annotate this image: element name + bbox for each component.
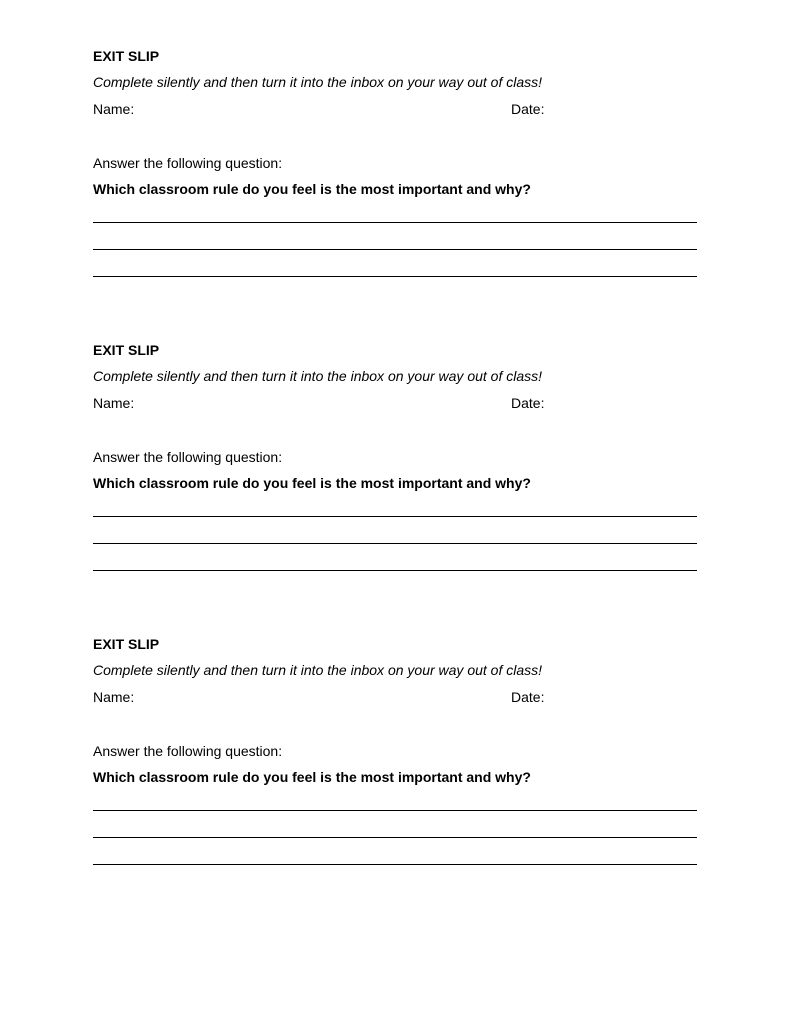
answer-line <box>93 249 697 250</box>
slip-title: EXIT SLIP <box>93 636 160 652</box>
answer-line <box>93 276 697 277</box>
date-label: Date: <box>511 101 545 117</box>
answer-line <box>93 222 697 223</box>
answer-line <box>93 543 697 544</box>
name-label: Name: <box>93 689 135 705</box>
slip-instructions: Complete silently and then turn it into the inbox on your way out of class! <box>93 74 543 90</box>
question-text: Which classroom rule do you feel is the most important and why? <box>93 181 531 197</box>
date-label: Date: <box>511 395 545 411</box>
question-text: Which classroom rule do you feel is the most important and why? <box>93 769 531 785</box>
slip-instructions: Complete silently and then turn it into the inbox on your way out of class! <box>93 368 543 384</box>
answer-line <box>93 570 697 571</box>
slip-title: EXIT SLIP <box>93 48 160 64</box>
name-label: Name: <box>93 395 135 411</box>
name-label: Name: <box>93 101 135 117</box>
slip-instructions: Complete silently and then turn it into the inbox on your way out of class! <box>93 662 543 678</box>
date-label: Date: <box>511 689 545 705</box>
answer-line <box>93 810 697 811</box>
slip-title: EXIT SLIP <box>93 342 160 358</box>
question-text: Which classroom rule do you feel is the most important and why? <box>93 475 531 491</box>
question-prompt: Answer the following question: <box>93 449 283 465</box>
answer-line <box>93 837 697 838</box>
answer-line <box>93 864 697 865</box>
question-prompt: Answer the following question: <box>93 155 283 171</box>
question-prompt: Answer the following question: <box>93 743 283 759</box>
answer-line <box>93 516 697 517</box>
